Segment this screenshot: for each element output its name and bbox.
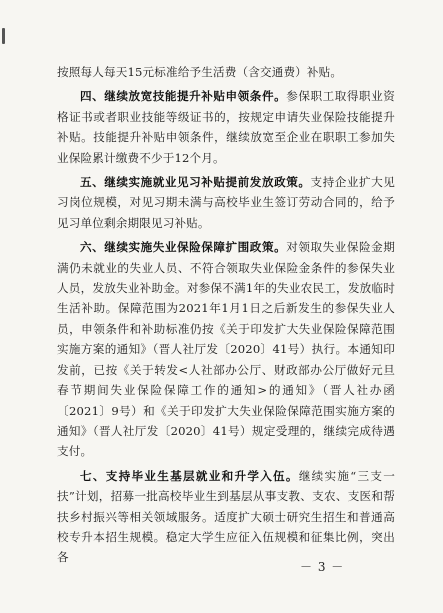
paragraph-continuation <box>57 62 395 82</box>
paragraph-heading: 六、继续实施失业保险保障扩围政策。 <box>80 240 287 255</box>
paragraph-item-5 <box>57 172 395 233</box>
paragraph-item-7 <box>57 466 395 568</box>
paragraph-text: 参保职工取得职业资格证书或者职业技能等级证书的，按规定申请失业保险技能提升补贴。技能提升补贴申领条件，继续放宽至企业在职职工参加失业保险累计缴费不少于12个月。 <box>57 89 395 165</box>
paragraph-text: 继续实施“三支一扶”计划，招募一批高校毕业生到基层从事支教、支农、支医和帮扶乡村振兴等相关领域服务。适度扩大硕士研究生招生和普通高校专升本招生规模。稳定大学生应征入伍规模和征集比例，突出各 <box>57 468 395 565</box>
paragraph-item-6 <box>57 237 395 461</box>
margin-mark <box>2 28 5 44</box>
paragraph-item-4 <box>57 86 395 168</box>
paragraph-heading: 四、继续放宽技能提升补贴申领条件。 <box>80 89 287 104</box>
document-body <box>57 62 395 572</box>
paragraph-heading: 七、支持毕业生基层就业和升学入伍。 <box>80 468 299 483</box>
paragraph-text: 支持企业扩大见习岗位规模，对见习期未满与高校毕业生签订劳动合同的，给予见习单位剩余期限见习补贴。 <box>57 175 395 230</box>
paragraph-text: 按照每人每天15元标准给予生活费（含交通费）补贴。 <box>57 65 343 79</box>
paragraph-heading: 五、继续实施就业见习补贴提前发放政策。 <box>80 175 311 190</box>
page-number: － 3 － <box>300 560 345 574</box>
paragraph-text: 对领取失业保险金期满仍未就业的失业人员、不符合领取失业保险金条件的参保失业人员，发放失业补助金。对参保不满1年的失业农民工，发放临时生活补助。保障范围为2021年1月1日之后新发生的参保失业人员，申领条件和补助标准仍按《关于印发扩大失业保险保障范围实施方案的通知》（晋人社厅发〔2020〕41号）执行。本通知印发前，已按《关于转发<人社部办公厅、财政部办公厅做好元旦春节期间失业保险保障工作的通知>的通知》（晋人社办函〔2021〕9号）和《关于印发扩大失业保险保障范围实施方案的通知》（晋人社厅发〔2020〕41号）规定受理的，继续完成待遇支付。 <box>57 240 395 459</box>
